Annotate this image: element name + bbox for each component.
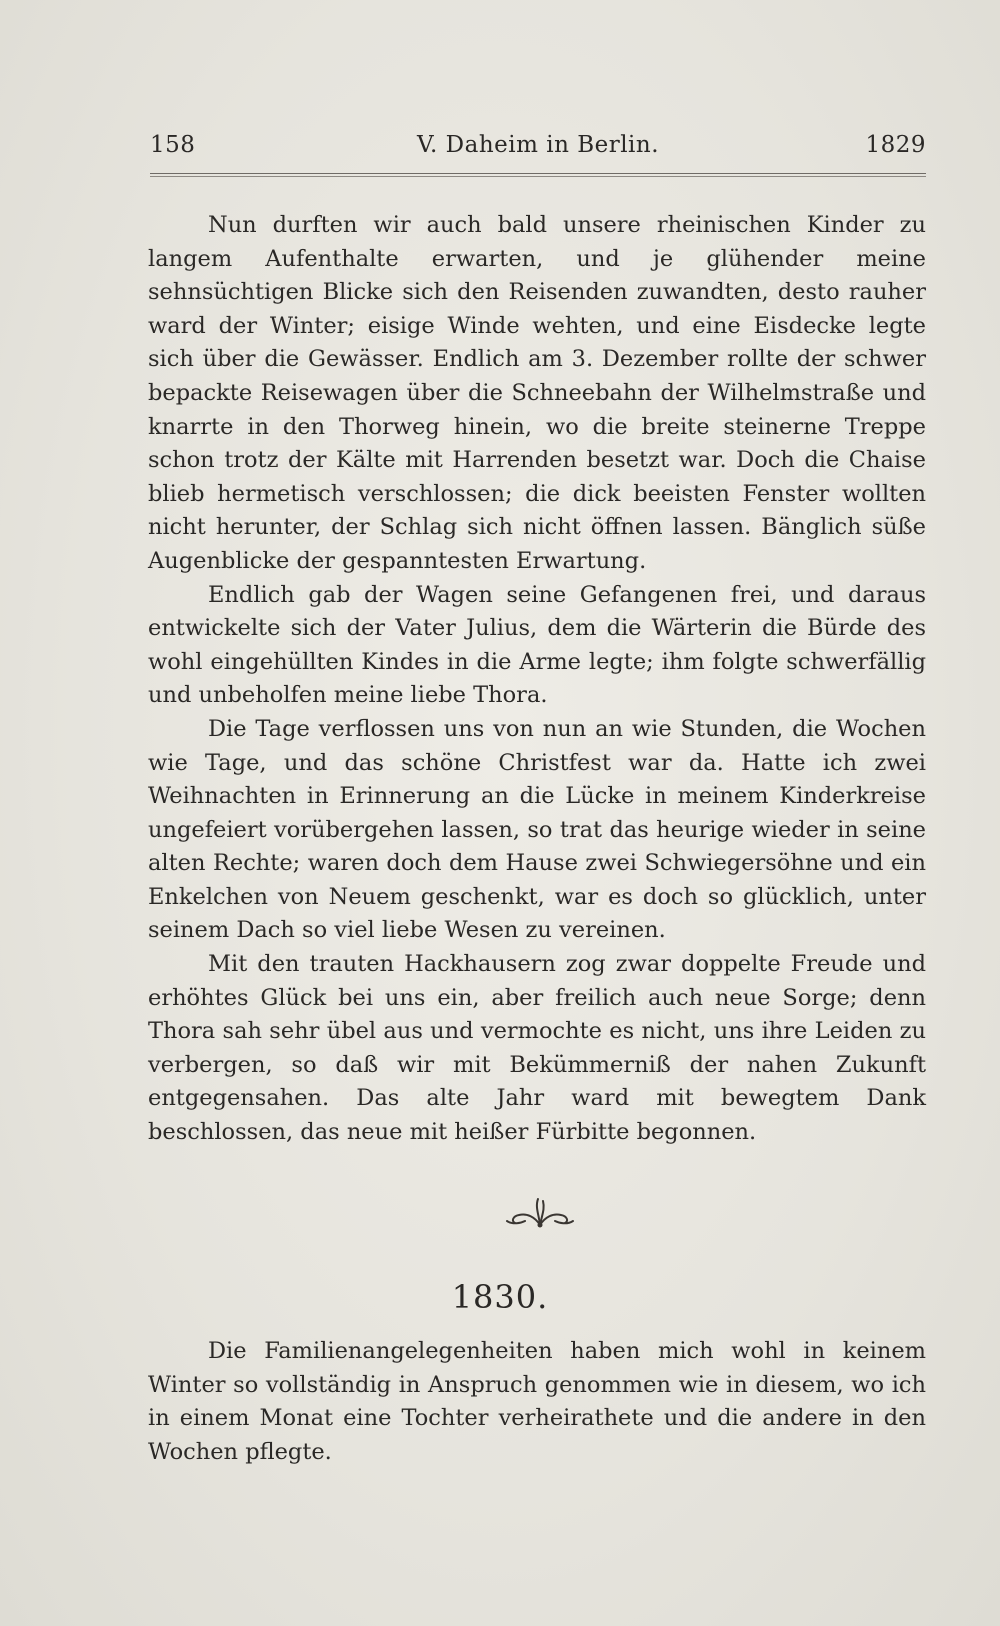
header-rule [150,173,926,177]
chapter-title: V. Daheim in Berlin. [416,132,660,158]
text-block-1830 [148,1335,926,1469]
paragraph: Endlich gab der Wagen seine Gefangenen frei, und daraus entwickelte sich der Vater Julius, dem die Wärterin die Bürde des wohl eingehüllten Kindes in die Arme legte; ihm folgte schwerfällig und unbeholfen meine liebe Thora. [148,581,926,709]
year-marker: 1829 [865,132,926,158]
page-number: 158 [150,132,196,158]
section-heading-year: 1830. [451,1278,549,1316]
floral-vignette-icon [505,1195,575,1229]
text-block-1829 [148,209,926,1150]
paragraph: Nun durften wir auch bald unsere rheinischen Kinder zu langem Aufenthalte erwarten, und je glühender meine sehnsüchtigen Blicke sich den Reisenden zuwandten, desto rauher ward der Winter; eisige Winde wehten, und eine Eisdecke legte sich über die Gewässer. Endlich am 3. Dezember rollte der schwer bepackte Reisewagen über die Schneebahn der Wilhelmstraße und knarrte in den Thorweg hinein, wo die breite steinerne Treppe schon trotz der Kälte mit Harrenden besetzt war. Doch die Chaise blieb hermetisch verschlossen; die dick beeisten Fenster wollten nicht herunter, der Schlag sich nicht öffnen lassen. Bänglich süße Augenblicke der gespanntesten Erwartung. [148,212,926,574]
paragraph: Die Familienangelegenheiten haben mich wohl in keinem Winter so vollständig in Anspruch genommen wie in diesem, wo ich in einem Monat eine Tochter verheirathete und die andere in den Wochen pflegte. [148,1338,926,1465]
paragraph: Mit den trauten Hackhausern zog zwar doppelte Freude und erhöhtes Glück bei uns ein, aber freilich auch neue Sorge; denn Thora sah sehr übel aus und vermochte es nicht, uns ihre Leiden zu verbergen, so daß wir mit Bekümmerniß der nahen Zukunft entgegensahen. Das alte Jahr ward mit bewegtem Dank beschlossen, das neue mit heißer Fürbitte begonnen. [148,951,926,1146]
running-head [150,132,926,168]
paragraph: Die Tage verflossen uns von nun an wie Stunden, die Wochen wie Tage, und das schöne Christfest war da. Hatte ich zwei Weihnachten in Erinnerung an die Lücke in meinem Kinderkreise ungefeiert vorübergehen lassen, so trat das heurige wieder in seine alten Rechte; waren doch dem Hause zwei Schwiegersöhne und ein Enkelchen von Neuem geschenkt, war es doch so glücklich, unter seinem Dach so viel liebe Wesen zu vereinen. [148,715,926,944]
